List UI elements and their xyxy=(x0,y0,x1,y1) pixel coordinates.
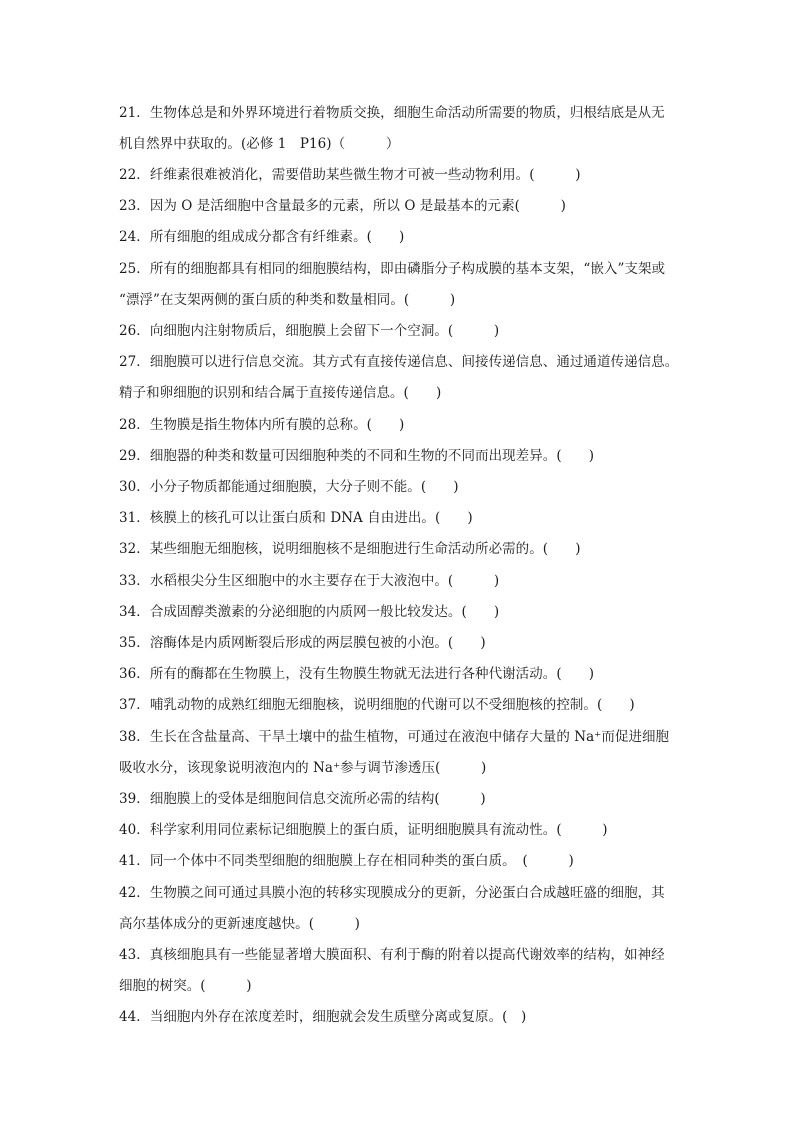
question-26: 26．向细胞内注射物质后，细胞膜上会留下一个空洞。( ) xyxy=(119,323,500,339)
question-43-line-2: 细胞的树突。( ) xyxy=(119,978,252,994)
question-27-line-1: 27．细胞膜可以进行信息交流。其方式有直接传递信息、间接传递信息、通过通道传递信息。 xyxy=(119,354,679,370)
question-21-line-1: 21．生物体总是和外界环境进行着物质交换，细胞生命活动所需要的物质，归根结底是从无 xyxy=(119,105,665,121)
question-22: 22．纤维素很难被消化，需要借助某些微生物才可被一些动物利用。( ) xyxy=(119,167,581,183)
question-23: 23．因为 O 是活细胞中含量最多的元素，所以 O 是最基本的元素( ) xyxy=(119,198,566,214)
question-25-line-1: 25．所有的细胞都具有相同的细胞膜结构，即由磷脂分子构成膜的基本支架，“嵌入”支架或 xyxy=(119,261,666,277)
question-28: 28．生物膜是指生物体内所有膜的总称。( ) xyxy=(119,417,405,433)
question-30: 30．小分子物质都能通过细胞膜，大分子则不能。( ) xyxy=(119,479,459,495)
question-32: 32．某些细胞无细胞核，说明细胞核不是细胞进行生命活动所必需的。( ) xyxy=(119,541,581,557)
question-21-line-2: 机自然界中获取的。(必修 1 P16)（ ） xyxy=(119,136,400,152)
question-38-line-1: 38．生长在含盐量高、干旱土壤中的盐生植物，可通过在液泡中储存大量的 Na⁺而促进细胞 xyxy=(119,729,670,745)
question-27-line-2: 精子和卵细胞的识别和结合属于直接传递信息。( ) xyxy=(119,385,442,401)
question-37: 37．哺乳动物的成熟红细胞无细胞核，说明细胞的代谢可以不受细胞核的控制。( ) xyxy=(119,697,635,713)
question-31: 31．核膜上的核孔可以让蛋白质和 DNA 自由进出。( ) xyxy=(119,510,473,526)
question-44: 44．当细胞内外存在浓度差时，细胞就会发生质壁分离或复原。( ) xyxy=(119,1009,527,1025)
question-24: 24．所有细胞的组成成分都含有纤维素。( ) xyxy=(119,229,405,245)
question-42-line-2: 高尔基体成分的更新速度越快。( ) xyxy=(119,916,360,932)
question-29: 29．细胞器的种类和数量可因细胞种类的不同和生物的不同而出现差异。( ) xyxy=(119,448,595,464)
question-39: 39．细胞膜上的受体是细胞间信息交流所必需的结构( ) xyxy=(119,791,486,807)
question-41: 41．同一个体中不同类型细胞的细胞膜上存在相同种类的蛋白质。 ( ) xyxy=(119,853,574,869)
question-42-line-1: 42．生物膜之间可通过具膜小泡的转移实现膜成分的更新，分泌蛋白合成越旺盛的细胞，其 xyxy=(119,885,665,901)
question-34: 34．合成固醇类激素的分泌细胞的内质网一般比较发达。( ) xyxy=(119,604,500,620)
question-35: 35．溶酶体是内质网断裂后形成的两层膜包被的小泡。( ) xyxy=(119,635,486,651)
question-40: 40．科学家利用同位素标记细胞膜上的蛋白质，证明细胞膜具有流动性。( ) xyxy=(119,822,608,838)
question-38-line-2: 吸收水分，该现象说明液泡内的 Na⁺参与调节渗透压( ) xyxy=(119,760,487,776)
question-43-line-1: 43．真核细胞具有一些能显著增大膜面积、有利于酶的附着以提高代谢效率的结构，如神经 xyxy=(119,947,665,963)
question-33: 33．水稻根尖分生区细胞中的水主要存在于大液泡中。( ) xyxy=(119,573,500,589)
question-25-line-2: “漂浮”在支架两侧的蛋白质的种类和数量相同。( ) xyxy=(119,292,456,308)
question-36: 36．所有的酶都在生物膜上，没有生物膜生物就无法进行各种代谢活动。( ) xyxy=(119,666,595,682)
